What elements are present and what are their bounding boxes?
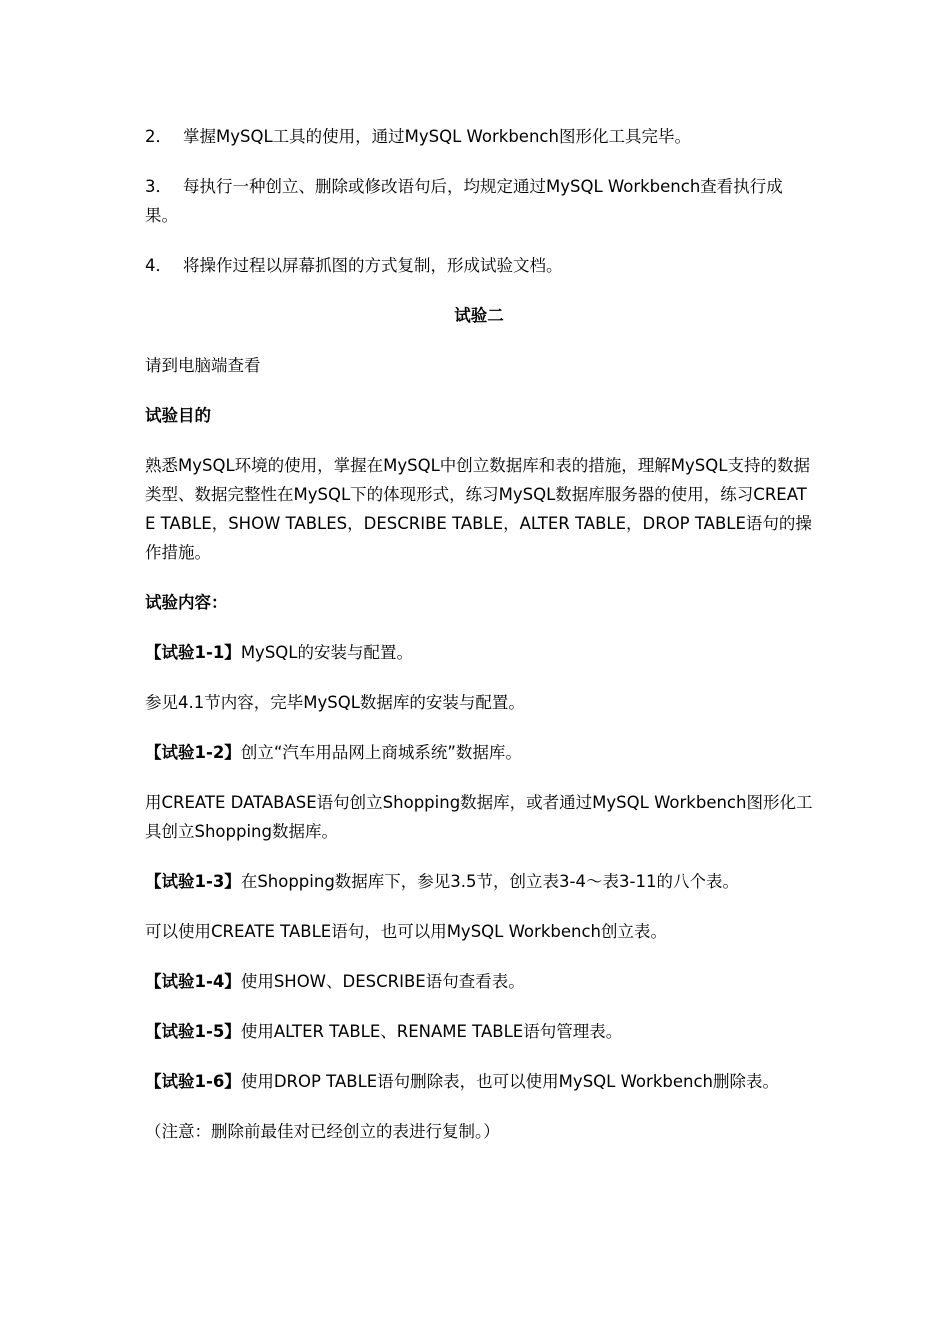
experiment-label: 【试验1-4】 <box>145 972 241 991</box>
view-note: 请到电脑端查看 <box>145 356 261 375</box>
experiment-label: 【试验1-5】 <box>145 1022 241 1041</box>
list-text: 掌握MySQL工具的使用，通过MySQL Workbench图形化工具完毕。 <box>183 127 691 146</box>
experiment-title: 使用DROP TABLE语句删除表，也可以使用MySQL Workbench删除表。 <box>240 1072 779 1091</box>
experiment-label: 【试验1-3】 <box>145 872 241 891</box>
purpose-text: 熟悉MySQL环境的使用，掌握在MySQL中创立数据库和表的措施，理解MySQL支持的数据类型、数据完整性在MySQL下的体现形式，练习MySQL数据库服务器的使用，练习CREATE TABLE，SHOW TABLES，DESCRIBE TABLE，ALTER TABLE，DROP TABLE语句的操作措施。 <box>145 456 812 562</box>
list-text: 每执行一种创立、删除或修改语句后，均规定通过MySQL Workbench查看执行成果。 <box>145 177 783 225</box>
list-item-4 <box>145 251 813 280</box>
experiment-label: 【试验1-6】 <box>145 1072 241 1091</box>
experiment-1-2-desc: 用CREATE DATABASE语句创立Shopping数据库，或者通过MySQL Workbench图形化工具创立Shopping数据库。 <box>145 793 813 841</box>
experiment-1-2 <box>145 738 813 767</box>
experiment-title: 使用SHOW、DESCRIBE语句查看表。 <box>240 972 525 991</box>
experiment-label: 【试验1-1】 <box>145 643 241 662</box>
content-heading: 试验内容： <box>145 593 228 612</box>
section-title: 试验二 <box>454 306 504 325</box>
experiment-title: 使用ALTER TABLE、RENAME TABLE语句管理表。 <box>240 1022 623 1041</box>
list-number: 2． <box>145 127 172 146</box>
experiment-title: MySQL的安装与配置。 <box>240 643 413 662</box>
experiment-1-3 <box>145 867 813 896</box>
experiment-1-5 <box>145 1017 813 1046</box>
document-body <box>145 122 813 1167</box>
footnote: （注意：删除前最佳对已经创立的表进行复制。） <box>145 1122 500 1141</box>
purpose-heading: 试验目的 <box>145 406 211 425</box>
experiment-1-3-desc: 可以使用CREATE TABLE语句，也可以用MySQL Workbench创立表。 <box>145 922 667 941</box>
list-number: 4． <box>145 256 172 275</box>
list-text: 将操作过程以屏幕抓图的方式复制，形成试验文档。 <box>183 256 563 275</box>
experiment-title: 在Shopping数据库下，参见3.5节，创立表3-4～表3-11的八个表。 <box>240 872 739 891</box>
list-number: 3． <box>145 177 172 196</box>
list-item-3 <box>145 172 813 230</box>
experiment-1-1-desc: 参见4.1节内容，完毕MySQL数据库的安装与配置。 <box>145 693 525 712</box>
experiment-1-6 <box>145 1067 813 1096</box>
experiment-title: 创立“汽车用品网上商城系统”数据库。 <box>240 743 522 762</box>
experiment-1-4 <box>145 967 813 996</box>
list-item-2 <box>145 122 813 151</box>
experiment-1-1 <box>145 638 813 667</box>
experiment-label: 【试验1-2】 <box>145 743 241 762</box>
